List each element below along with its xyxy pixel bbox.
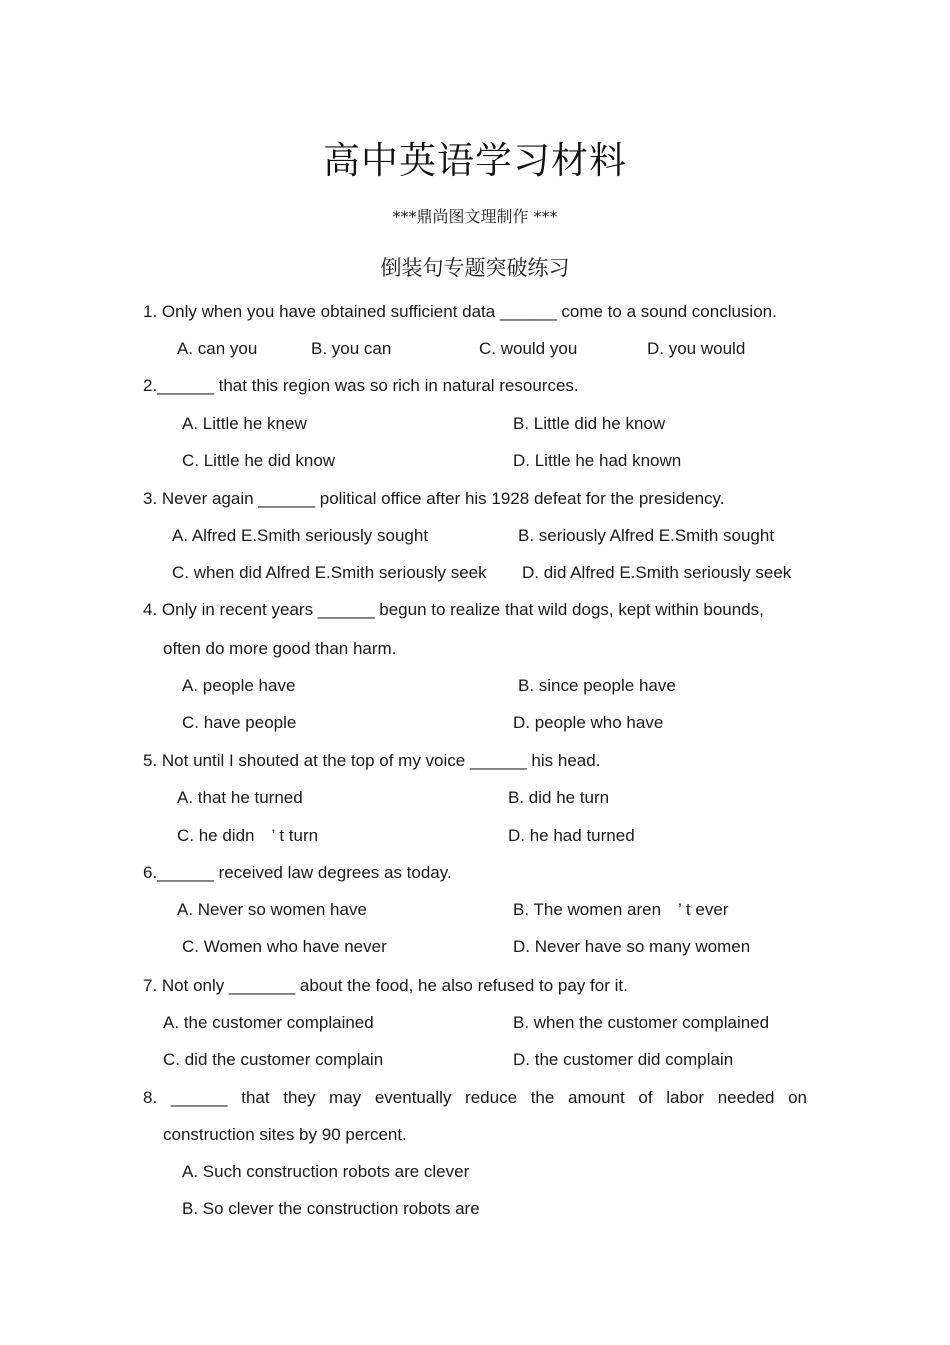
question-8-option-b: B. So clever the construction robots are <box>182 1199 480 1218</box>
question-3-option-a: A. Alfred E.Smith seriously sought <box>172 526 429 545</box>
question-3-option-b: B. seriously Alfred E.Smith sought <box>518 526 775 545</box>
question-2-option-b: B. Little did he know <box>513 414 666 433</box>
question-1-option-a: A. can you <box>177 339 258 358</box>
producer-note: ***鼎尚图文理制作 *** <box>392 207 558 226</box>
question-7-option-d: D. the customer did complain <box>513 1050 734 1069</box>
question-3-option-c: C. when did Alfred E.Smith seriously seek <box>172 563 487 582</box>
question-4-option-b: B. since people have <box>518 676 676 695</box>
question-5-option-b: B. did he turn <box>508 788 610 807</box>
question-4-stem: 4. Only in recent years ______ begun to realize that wild dogs, kept within bounds, <box>143 600 764 619</box>
question-4-stem-continued: often do more good than harm. <box>163 639 397 658</box>
question-5-option-a: A. that he turned <box>177 788 303 807</box>
question-8-stem: 8. ______ that they may eventually reduce the amount of labor needed on <box>143 1088 807 1107</box>
document-title: 高中英语学习材料 <box>323 139 627 182</box>
question-6-option-d: D. Never have so many women <box>513 937 751 956</box>
question-5-option-c: C. he didn ’ t turn <box>177 826 319 845</box>
question-1-option-c: C. would you <box>479 339 578 358</box>
section-title: 倒装句专题突破练习 <box>380 256 570 280</box>
question-7-option-c: C. did the customer complain <box>163 1050 384 1069</box>
question-2-stem: 2.______ that this region was so rich in natural resources. <box>143 376 579 395</box>
question-1-option-d: D. you would <box>647 339 746 358</box>
question-7-option-b: B. when the customer complained <box>513 1013 770 1032</box>
question-6-option-a: A. Never so women have <box>177 900 367 919</box>
question-6-option-b: B. The women aren ’ t ever <box>513 900 729 919</box>
question-4-option-d: D. people who have <box>513 713 664 732</box>
question-7-stem: 7. Not only _______ about the food, he also refused to pay for it. <box>143 976 628 995</box>
question-5-stem: 5. Not until I shouted at the top of my voice ______ his head. <box>143 751 601 770</box>
question-7-option-a: A. the customer complained <box>163 1013 374 1032</box>
question-5-option-d: D. he had turned <box>508 826 635 845</box>
question-8-stem-continued: construction sites by 90 percent. <box>163 1125 407 1144</box>
question-1-stem: 1. Only when you have obtained sufficient data ______ come to a sound conclusion. <box>143 302 777 321</box>
question-1-option-b: B. you can <box>311 339 392 358</box>
question-6-option-c: C. Women who have never <box>182 937 387 956</box>
question-3-option-d: D. did Alfred E.Smith seriously seek <box>522 563 792 582</box>
question-6-stem: 6.______ received law degrees as today. <box>143 863 452 882</box>
question-4-option-a: A. people have <box>182 676 296 695</box>
question-2-option-a: A. Little he knew <box>182 414 307 433</box>
question-2-option-d: D. Little he had known <box>513 451 682 470</box>
question-4-option-c: C. have people <box>182 713 297 732</box>
question-2-option-c: C. Little he did know <box>182 451 336 470</box>
question-8-option-a: A. Such construction robots are clever <box>182 1162 470 1181</box>
question-3-stem: 3. Never again ______ political office after his 1928 defeat for the presidency. <box>143 489 725 508</box>
